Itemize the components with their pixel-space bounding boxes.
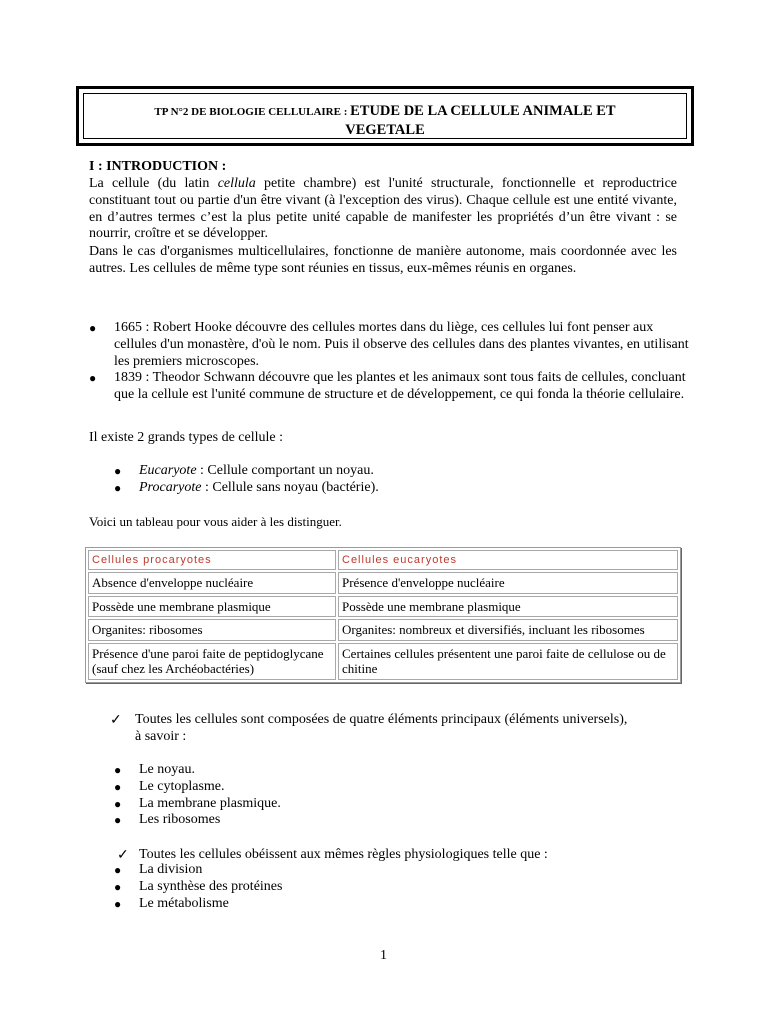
rules-list	[114, 862, 282, 912]
table-cell: Certaines cellules présentent une paroi faite de cellulose ou de chitine	[338, 643, 678, 680]
intro-p1-rest: petite chambre) est l'unité structurale, fonctionnelle et reproductrice constituant tout ou partie d'un être vivant (à l'exception des virus). Chaque cellule est une entité vivante, en d’autres termes c’est la plus petite unité capable de manifester les propriétés d’un être vivant : se nourrir, croître et se développer.	[89, 176, 677, 242]
intro-p1-italic: cellula	[217, 176, 256, 191]
title-inner-box	[83, 93, 687, 139]
list-item	[114, 480, 379, 497]
element-text: Le noyau.	[139, 762, 195, 777]
list-item	[114, 862, 282, 879]
checkmark-icon: ✓	[110, 713, 122, 728]
checkmark-icon: ✓	[117, 848, 129, 863]
types-list	[114, 463, 379, 497]
intro-p1-start: La cellule (du latin	[89, 176, 218, 191]
list-item	[114, 812, 281, 829]
table-cell: Organites: ribosomes	[88, 619, 336, 641]
table-header-row	[88, 550, 678, 570]
table-cell: Présence d'enveloppe nucléaire	[338, 572, 678, 594]
table-cell: Présence d'une paroi faite de peptidoglycane (sauf chez les Archéobactéries)	[88, 643, 336, 680]
list-item	[114, 796, 281, 813]
list-item	[114, 879, 282, 896]
bullet-icon: ●	[114, 796, 122, 811]
list-item	[114, 779, 281, 796]
table-cell: Possède une membrane plasmique	[338, 596, 678, 618]
type-term: Procaryote	[139, 479, 202, 495]
element-text: Le cytoplasme.	[139, 778, 225, 794]
title-main-line1: ETUDE DE LA CELLULE ANIMALE ET	[350, 103, 616, 119]
table-header-cell: Cellules procaryotes	[88, 550, 336, 570]
table-cell: Organites: nombreux et diversifiés, incluant les ribosomes	[338, 619, 678, 641]
table-header-cell: Cellules eucaryotes	[338, 550, 678, 570]
bullet-icon: ●	[114, 464, 122, 478]
history-list	[89, 320, 689, 404]
bullet-icon: ●	[114, 480, 122, 495]
type-term: Eucaryote	[139, 463, 197, 478]
rule-text: La synthèse des protéines	[139, 878, 283, 894]
bullet-icon: ●	[114, 879, 122, 894]
table-row	[88, 643, 678, 680]
type-desc: : Cellule comportant un noyau.	[196, 463, 374, 478]
table-cell: Absence d'enveloppe nucléaire	[88, 572, 336, 594]
bullet-icon: ●	[89, 371, 97, 386]
list-item	[89, 370, 689, 404]
title-main-line2: VEGETALE	[345, 122, 425, 138]
element-text: La membrane plasmique.	[139, 795, 281, 811]
bullet-icon: ●	[89, 321, 97, 335]
bullet-icon: ●	[114, 813, 122, 828]
table-cell: Possède une membrane plasmique	[88, 596, 336, 618]
table-row	[88, 572, 678, 594]
list-item	[114, 463, 379, 480]
bullet-icon: ●	[114, 896, 122, 911]
check-paragraph-1: Toutes les cellules sont composées de quatre éléments principaux (éléments universels), à savoir :	[135, 712, 628, 744]
bullet-icon: ●	[114, 779, 122, 794]
rule-text: Le métabolisme	[139, 895, 229, 911]
title-prefix: TP N°2 DE BIOLOGIE CELLULAIRE :	[154, 106, 351, 118]
check-paragraph-2: Toutes les cellules obéissent aux mêmes règles physiologiques telle que :	[139, 847, 548, 862]
types-intro: Il existe 2 grands types de cellule :	[89, 430, 283, 445]
bullet-icon: ●	[114, 863, 122, 877]
element-text: Les ribosomes	[139, 812, 221, 828]
title-box	[76, 86, 694, 146]
table-row	[88, 619, 678, 641]
bullet-icon: ●	[114, 763, 122, 777]
list-item	[114, 896, 282, 913]
list-item	[114, 762, 281, 779]
comparison-table	[85, 547, 681, 683]
section-heading: I : INTRODUCTION :	[89, 159, 227, 174]
table-row	[88, 596, 678, 618]
table-intro: Voici un tableau pour vous aider à les distinguer.	[89, 514, 342, 529]
history-item-text: 1839 : Theodor Schwann découvre que les plantes et les animaux sont tous faits de cellules, concluant que la cellule est l'unité commune de structure et de développement, ce qui fonda la théorie cellulaire.	[114, 370, 686, 403]
elements-list	[114, 762, 281, 829]
type-desc: : Cellule sans noyau (bactérie).	[201, 479, 379, 495]
rule-text: La division	[139, 862, 203, 877]
list-item	[89, 320, 689, 370]
history-item-text: 1665 : Robert Hooke découvre des cellules mortes dans du liège, ces cellules lui font penser aux cellules d'un monastère, d'où le nom. Puis il observe des cellules dans des plantes vivantes, en utilisant les premiers microscopes.	[114, 320, 689, 369]
intro-paragraph-1	[89, 176, 677, 243]
intro-paragraph-2: Dans le cas d'organismes multicellulaires, fonctionne de manière autonome, mais coordonnée avec les autres. Les cellules de même type sont réunies en tissus, eux-mêmes réunis en organes.	[89, 244, 677, 276]
page-number: 1	[380, 948, 387, 963]
